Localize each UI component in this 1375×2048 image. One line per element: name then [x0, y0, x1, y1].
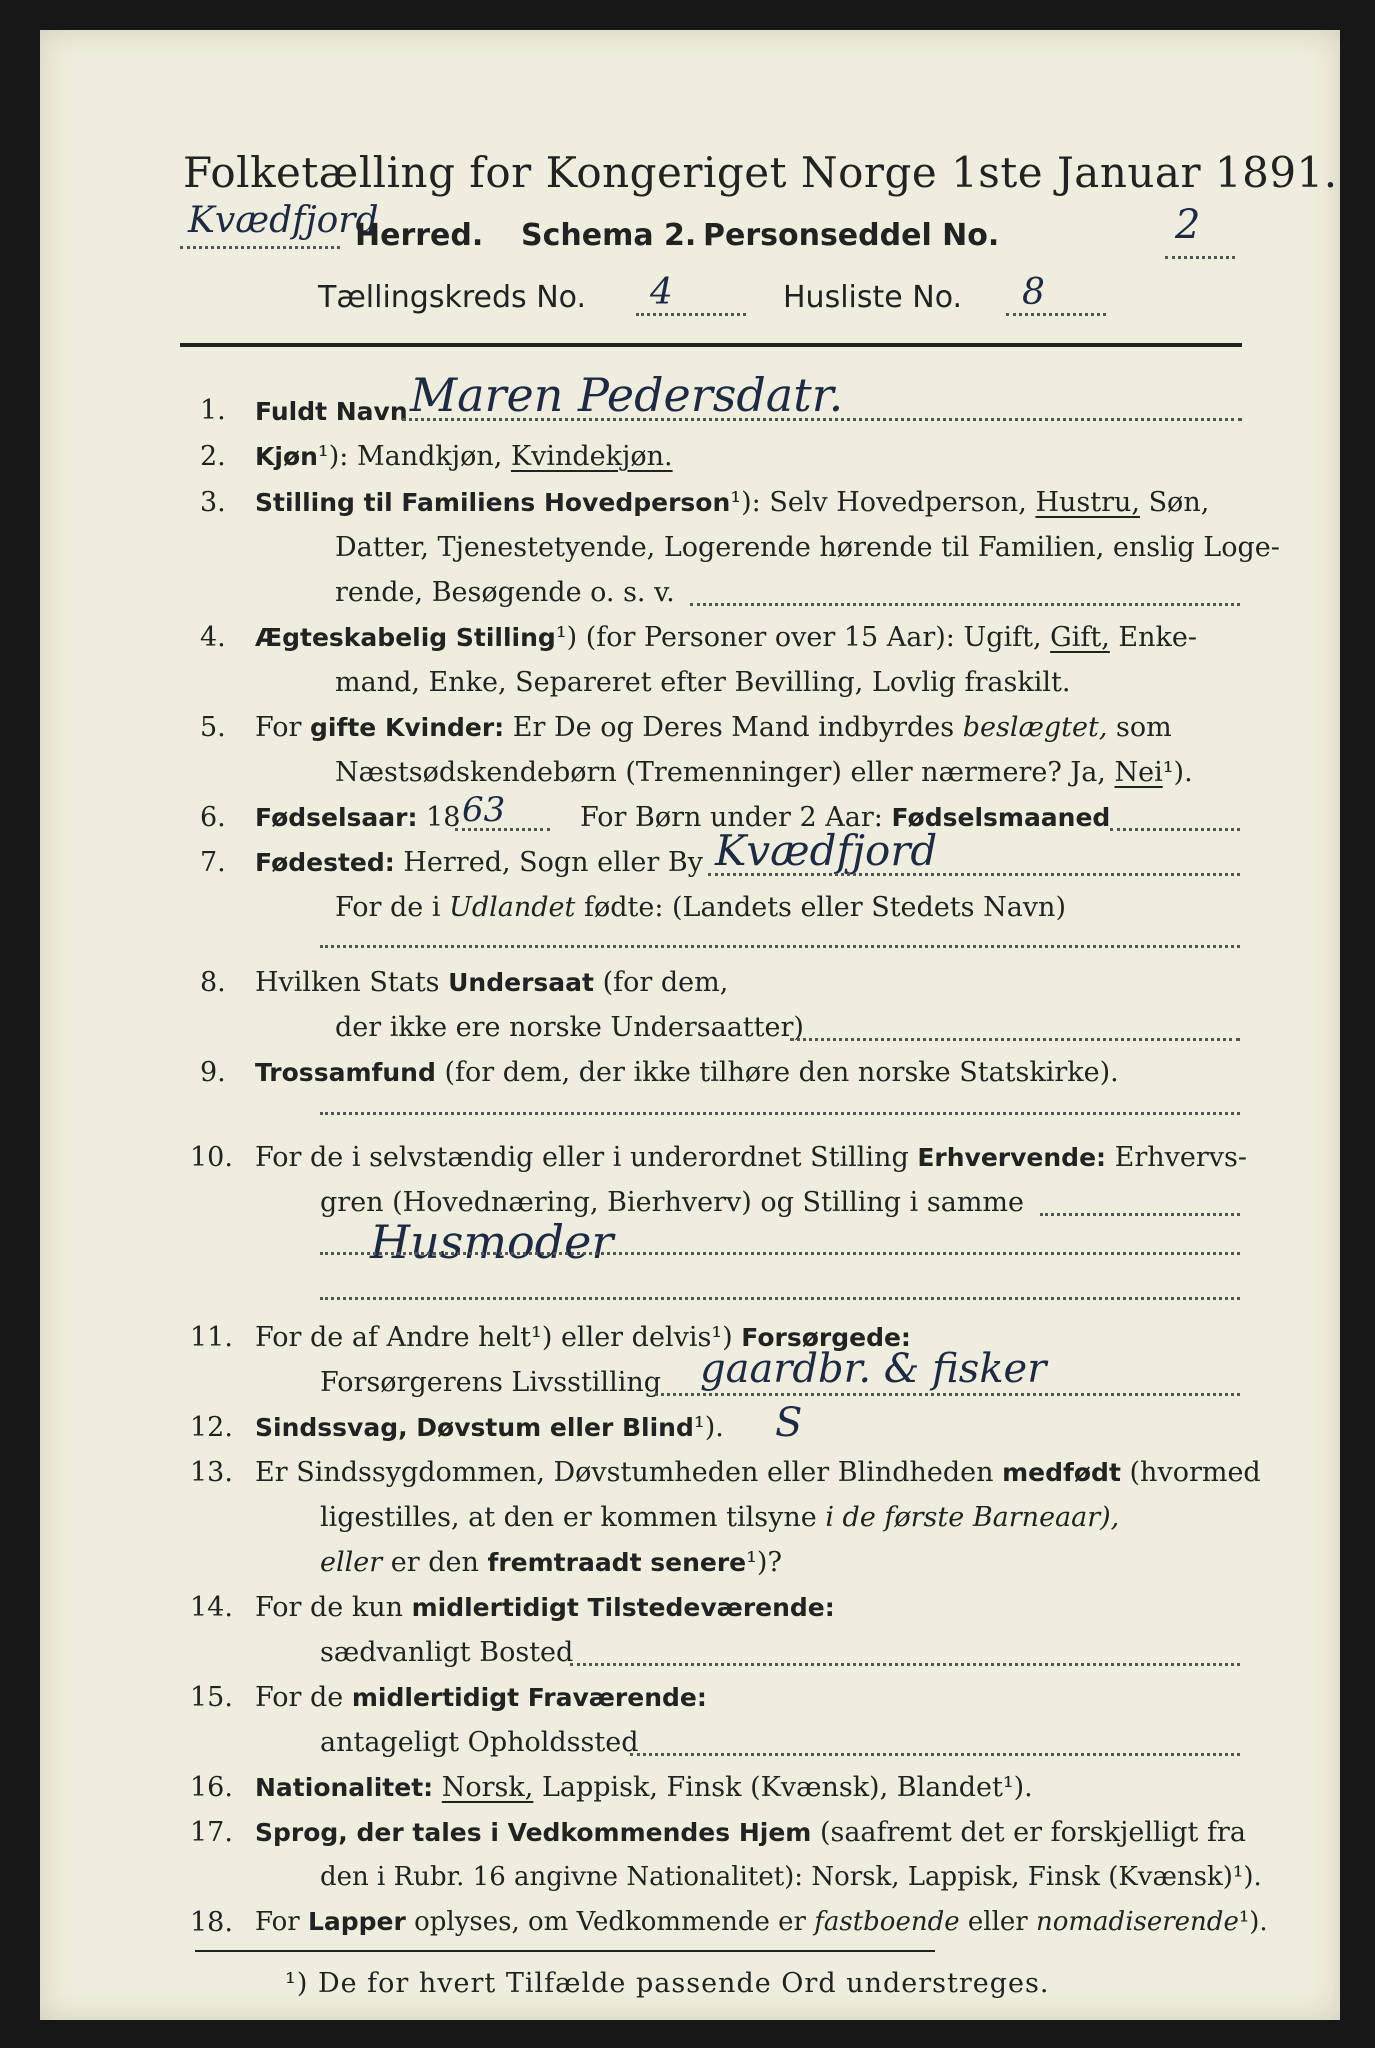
q13-line2	[320, 1502, 1119, 1533]
q14-label: midlertidigt Tilstedeværende:	[411, 1593, 835, 1622]
q16-line	[255, 1772, 1033, 1803]
q5-italic: beslægtet,	[962, 712, 1108, 743]
q13-italic: i de første Barneaar),	[825, 1502, 1120, 1533]
q5-footnote-mark: ¹).	[1162, 757, 1193, 788]
q18-text3: eller	[967, 1907, 1028, 1937]
item-number: 17.	[190, 1817, 233, 1848]
personseddel-label: Personseddel No.	[703, 218, 1000, 253]
q3-line2: Datter, Tjenestetyende, Logerende hørende til Familien, enslig Loge-	[335, 532, 1280, 563]
q16-options: Lappisk, Finsk (Kvænsk), Blandet¹).	[541, 1772, 1033, 1803]
q6-month-line	[1110, 828, 1240, 831]
q17-line1	[255, 1817, 1246, 1848]
q2-line	[255, 441, 673, 472]
item-number: 2.	[200, 441, 226, 472]
q6-line	[255, 802, 460, 833]
item-number: 9.	[200, 1057, 226, 1088]
q8-text: Hvilken Stats	[255, 967, 440, 998]
q8-label: Undersaat	[448, 968, 594, 997]
q4-label: Ægteskabelig Stilling	[255, 623, 556, 652]
q4-line1	[255, 622, 1197, 653]
q3-label: Stilling til Familiens Hovedperson	[255, 488, 731, 517]
q10-line	[1040, 1213, 1240, 1216]
husliste-line	[1006, 313, 1106, 316]
q16-label: Nationalitet:	[255, 1773, 434, 1802]
q8-line2: der ikke ere norske Undersaatter)	[335, 1012, 804, 1043]
item-number: 4.	[200, 622, 226, 653]
q17-text: (saafremt det er forskjelligt fra	[819, 1817, 1246, 1848]
q4-options: ¹) (for Personer over 15 Aar): Ugift,	[555, 622, 1042, 653]
q18-italic: fastboende	[814, 1907, 960, 1937]
item-number: 12.	[190, 1412, 233, 1443]
q7-text3: fødte: (Landets eller Stedets Navn)	[583, 892, 1066, 923]
q13-line3	[320, 1547, 782, 1578]
taellingskreds-value: 4	[650, 272, 673, 313]
q10-line2: gren (Hovednæring, Bierhverv) og Stilling i samme	[320, 1187, 1025, 1218]
q14-text: For de kun	[255, 1592, 403, 1623]
item-number: 11.	[190, 1322, 233, 1353]
q15-line2: antageligt Opholdssted	[320, 1727, 639, 1758]
q13-text4: er den	[390, 1547, 479, 1578]
q6-century: 18	[426, 802, 461, 833]
q5-label: gifte Kvinder:	[310, 713, 505, 742]
q13-text: Er Sindssygdommen, Døvstumheden eller Blindheden	[255, 1457, 994, 1488]
q11-line2: Forsørgerens Livsstilling	[320, 1367, 662, 1398]
q6-year-line	[455, 828, 550, 831]
q3-options: ¹): Selv Hovedperson,	[730, 487, 1027, 518]
q6-text: For Børn under 2 Aar:	[580, 802, 883, 833]
occupation-value: Husmoder	[370, 1215, 614, 1269]
q7-italic: Udlandet	[449, 892, 576, 923]
q9-label: Trossamfund	[255, 1058, 436, 1087]
q2-selected: Kvindekjøn.	[510, 441, 673, 472]
q12-label: Sindssvag, Døvstum eller Blind	[255, 1413, 694, 1442]
q15-line1	[255, 1682, 707, 1713]
q7-text2: For de i	[335, 892, 441, 923]
q5-text2: Er De og Deres Mand indbyrdes	[512, 712, 955, 743]
provider-occupation-value: gaardbr. & fisker	[700, 1346, 1047, 1392]
personseddel-value: 2	[1175, 202, 1201, 248]
q14-line1	[255, 1592, 835, 1623]
q17-label: Sprog, der tales i Vedkommendes Hjem	[255, 1818, 812, 1847]
item-number: 18.	[190, 1907, 233, 1938]
q13-label: medfødt	[1002, 1458, 1121, 1487]
q5-question: Næstsødskendebørn (Tremenninger) eller nærmere? Ja,	[335, 757, 1106, 788]
herred-value: Kvædfjord	[188, 200, 379, 241]
item-number: 14.	[190, 1592, 233, 1623]
q4-selected: Gift,	[1050, 622, 1110, 653]
q17-line2: den i Rubr. 16 angivne Nationalitet): Norsk, Lappisk, Finsk (Kvænsk)¹).	[320, 1862, 1262, 1892]
q10-text2: Erhvervs-	[1114, 1142, 1248, 1173]
q10-answer-line1	[320, 1252, 1240, 1255]
item-number: 8.	[200, 967, 226, 998]
q14-line2: sædvanligt Bosted	[320, 1637, 574, 1668]
q8-line1	[255, 967, 728, 998]
q14-line	[570, 1663, 1240, 1666]
q5-line2	[335, 757, 1193, 788]
item-number: 1.	[200, 395, 226, 426]
q5-selected: Nei	[1114, 757, 1163, 788]
item-number: 13.	[190, 1457, 233, 1488]
item-number: 15.	[190, 1682, 233, 1713]
q3-selected: Hustru,	[1035, 487, 1140, 518]
birth-year-value: 63	[462, 790, 506, 830]
q12-line	[255, 1412, 724, 1443]
q15-label: midlertidigt Fraværende:	[351, 1683, 707, 1712]
q13-label2: fremtraadt senere	[487, 1548, 747, 1577]
husliste-value: 8	[1022, 272, 1045, 313]
taellingskreds-line	[636, 313, 746, 316]
q10-label: Erhvervende:	[917, 1143, 1107, 1172]
q10-answer-line2	[320, 1297, 1240, 1300]
q3-options2: Søn,	[1148, 487, 1210, 518]
form-title: Folketælling for Kongeriget Norge 1ste Januar 1891.	[183, 148, 1338, 197]
q13-text3: ligestilles, at den er kommen tilsyne	[320, 1502, 817, 1533]
q3-line3: rende, Besøgende o. s. v.	[335, 577, 675, 608]
q9-text: (for dem, der ikke tilhøre den norske Statskirke).	[444, 1057, 1119, 1088]
q18-mark: ¹).	[1238, 1907, 1268, 1937]
q10-line1	[255, 1142, 1247, 1173]
q13-text2: (hvormed	[1129, 1457, 1261, 1488]
q7-foreign-line	[320, 945, 1240, 948]
q9-line	[255, 1057, 1119, 1088]
q8-text2: (for dem,	[602, 967, 729, 998]
q18-text2: oplyses, om Vedkommende er	[414, 1907, 806, 1937]
q7-line	[708, 873, 1240, 876]
q1-label: Fuldt Navn	[255, 397, 408, 426]
q12-mark: ¹).	[693, 1412, 724, 1443]
herred-line	[180, 246, 340, 249]
footnote: ¹) De for hvert Tilfælde passende Ord understreges.	[285, 1968, 1050, 1999]
full-name-value: Maren Pedersdatr.	[410, 368, 844, 422]
q18-text: For	[255, 1907, 300, 1937]
q2-label: Kjøn	[255, 442, 318, 471]
q6-label2: Fødselsmaaned	[891, 803, 1111, 832]
q13-italic2: eller	[320, 1547, 383, 1578]
q16-selected: Norsk,	[441, 1772, 534, 1803]
q11-line	[655, 1393, 1240, 1396]
item-number: 16.	[190, 1772, 233, 1803]
q1-line	[402, 418, 1242, 421]
q7-line2	[335, 892, 1066, 923]
q9-answer-line	[320, 1112, 1240, 1115]
herred-label: Herred.	[355, 218, 484, 253]
item-number: 5.	[200, 712, 226, 743]
q11-label: Forsørgede:	[741, 1323, 911, 1352]
q7-text: Herred, Sogn eller By	[403, 847, 703, 878]
q4-options2: Enke-	[1118, 622, 1197, 653]
q12-answer-value: S	[775, 1400, 803, 1446]
husliste-label: Husliste No.	[783, 280, 963, 315]
q18-label: Lapper	[307, 1907, 406, 1936]
q18-line	[255, 1907, 1268, 1937]
q15-text: For de	[255, 1682, 344, 1713]
q5-text3: som	[1116, 712, 1172, 743]
q13-mark: ¹)?	[746, 1547, 782, 1578]
q2-options: ¹): Mandkjøn,	[317, 441, 503, 472]
q11-text: For de af Andre helt¹) eller delvis¹)	[255, 1322, 733, 1353]
personseddel-line	[1165, 256, 1235, 259]
item-number: 7.	[200, 847, 226, 878]
birthplace-value: Kvædfjord	[715, 826, 938, 875]
item-number: 10.	[190, 1142, 233, 1173]
item-number: 3.	[200, 487, 226, 518]
item-number: 6.	[200, 802, 226, 833]
q4-line2: mand, Enke, Separeret efter Bevilling, Lovlig fraskilt.	[335, 667, 1071, 698]
q13-line1	[255, 1457, 1261, 1488]
q18-italic2: nomadiserende	[1036, 1907, 1239, 1937]
q10-text: For de i selvstændig eller i underordnet Stilling	[255, 1142, 909, 1173]
header-rule	[180, 343, 1242, 347]
q3-line	[690, 603, 1240, 606]
q5-line1	[255, 712, 1172, 743]
q15-line	[630, 1753, 1240, 1756]
q3-line1	[255, 487, 1209, 518]
taellingskreds-label: Tællingskreds No.	[318, 280, 586, 315]
q8-line	[790, 1038, 1240, 1041]
q6-label: Fødselsaar:	[255, 803, 418, 832]
q5-text: For	[255, 712, 302, 743]
q7-label: Fødested:	[255, 848, 395, 877]
schema-label: Schema 2.	[521, 218, 697, 253]
q7-line1	[255, 847, 703, 878]
footnote-rule	[195, 1950, 935, 1952]
